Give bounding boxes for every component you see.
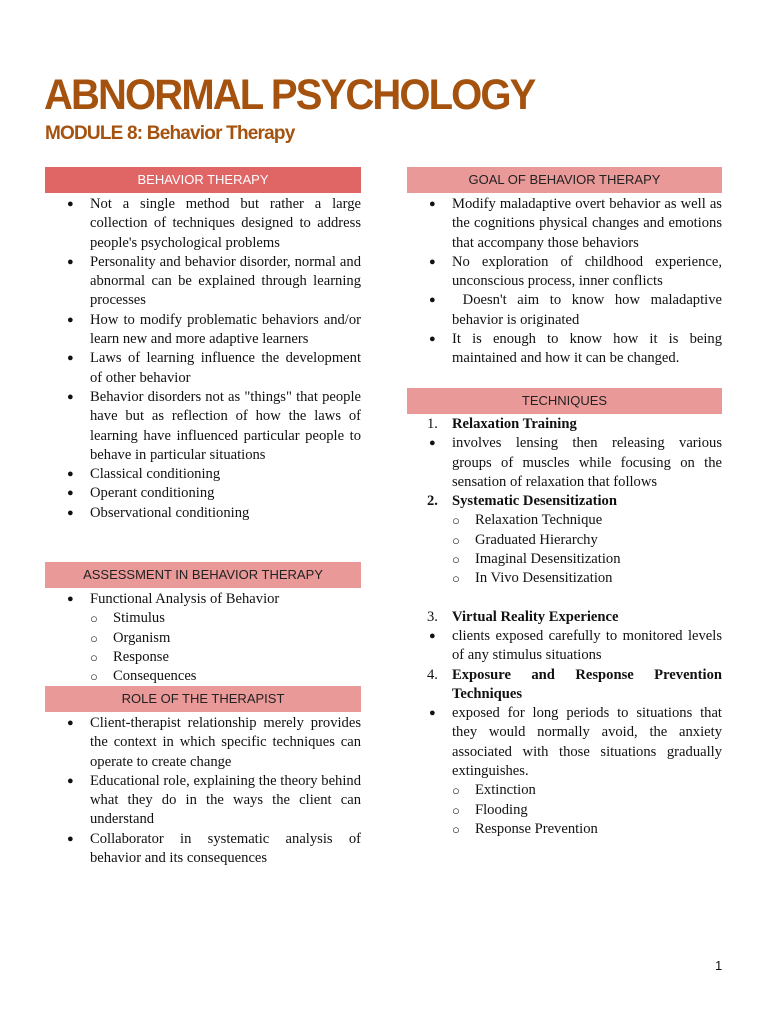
- list-item: ● Laws of learning influence the development of other behavior: [45, 349, 361, 388]
- list-item: ● involves lensing then releasing various groups of muscles while focusing on the sensation of relaxation that follows: [407, 434, 722, 492]
- list-item: ● Classical conditioning: [45, 465, 361, 484]
- sub-list-item: ○ Stimulus: [45, 609, 361, 628]
- sub-list-item: ○ Graduated Hierarchy: [407, 531, 722, 550]
- techniques-list: [407, 415, 722, 839]
- technique-title: [407, 492, 722, 511]
- list-item: ● Personality and behavior disorder, normal and abnormal can be explained through learning processes: [45, 253, 361, 311]
- list-item: ● It is enough to know how it is being maintained and how it can be changed.: [407, 330, 722, 369]
- technique-number: 2.: [427, 493, 438, 510]
- list-item: ● Functional Analysis of Behavior: [45, 590, 361, 609]
- sub-list-item: ○ Extinction: [407, 781, 722, 800]
- sub-list-item: ○ Consequences: [45, 667, 361, 686]
- role-header: ROLE OF THE THERAPIST: [45, 686, 361, 712]
- sub-list-item: ○ Relaxation Technique: [407, 511, 722, 530]
- technique-name: Relaxation Training: [452, 416, 577, 432]
- technique-title: [407, 666, 722, 705]
- technique-number: 4.: [427, 666, 438, 683]
- list-item: ● Educational role, explaining the theory behind what they do in the ways the client can understand: [45, 772, 361, 830]
- module-subtitle: MODULE 8: Behavior Therapy: [45, 123, 295, 144]
- page-number: 1: [715, 958, 723, 973]
- list-item: ● Doesn't aim to know how maladaptive behavior is originated: [407, 291, 722, 330]
- technique-title: [407, 415, 722, 434]
- spacer: [407, 589, 722, 608]
- list-item: ● exposed for long periods to situations that they would normally avoid, the anxiety associated with those situations gradually extinguishes.: [407, 704, 722, 781]
- list-item: ● Client-therapist relationship merely provides the context in which specific techniques can operate to create change: [45, 714, 361, 772]
- goal-list: [407, 195, 726, 369]
- list-item: ● Modify maladaptive overt behavior as well as the cognitions physical changes and emotions that accompany those behaviors: [407, 195, 722, 253]
- assessment-header: ASSESSMENT IN BEHAVIOR THERAPY: [45, 562, 361, 588]
- behavior-therapy-list: [45, 195, 361, 523]
- technique-name: Exposure and Response Prevention Techniques: [452, 666, 722, 702]
- list-item: ● Not a single method but rather a large collection of techniques designed to address people's psychological problems: [45, 195, 361, 253]
- sub-list-item: ○ Response Prevention: [407, 820, 722, 839]
- list-item: ● Behavior disorders not as "things" that people have but as reflection of how the laws of learning have influenced particular people to behave in particular situations: [45, 388, 361, 465]
- goal-header: GOAL OF BEHAVIOR THERAPY: [407, 167, 722, 193]
- list-item: ● clients exposed carefully to monitored levels of any stimulus situations: [407, 627, 722, 666]
- sub-list-item: ○ Flooding: [407, 801, 722, 820]
- technique-name: Systematic Desensitization: [452, 493, 617, 510]
- technique-number: 3.: [427, 608, 438, 625]
- techniques-header: TECHNIQUES: [407, 388, 722, 414]
- sub-list-item: ○ Response: [45, 648, 361, 667]
- technique-name: Virtual Reality Experience: [452, 608, 619, 625]
- list-item: ● How to modify problematic behaviors and/or learn new and more adaptive learners: [45, 311, 361, 350]
- list-item: ● Collaborator in systematic analysis of behavior and its consequences: [45, 830, 361, 869]
- technique-number: 1.: [427, 416, 438, 432]
- sub-list-item: ○ In Vivo Desensitization: [407, 569, 722, 588]
- assessment-list: [45, 590, 361, 686]
- list-item: ● Operant conditioning: [45, 484, 361, 503]
- sub-list-item: ○ Imaginal Desensitization: [407, 550, 722, 569]
- behavior-therapy-header: BEHAVIOR THERAPY: [45, 167, 361, 193]
- sub-list-item: ○ Organism: [45, 629, 361, 648]
- technique-title: [407, 608, 722, 627]
- role-list: [45, 714, 361, 868]
- list-item: ● Observational conditioning: [45, 504, 361, 523]
- list-item: ● No exploration of childhood experience, unconscious process, inner conflicts: [407, 253, 722, 292]
- document-title: ABNORMAL PSYCHOLOGY: [44, 71, 535, 119]
